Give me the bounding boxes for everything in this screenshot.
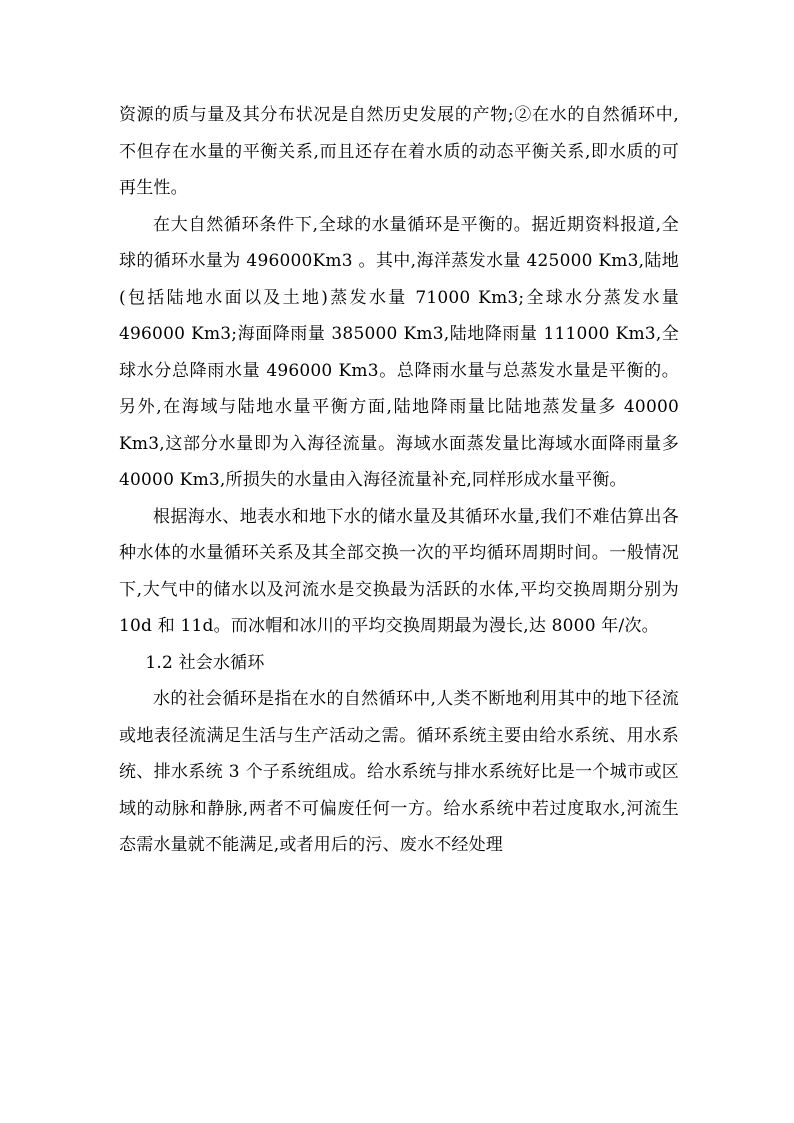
paragraph-continuation: 资源的质与量及其分布状况是自然历史发展的产物;②在水的自然循环中,不但存在水量的平衡关系,而且还存在着水质的动态平衡关系,即水质的可再生性。: [119, 105, 679, 198]
paragraph-global-water-balance: 在大自然循环条件下,全球的水量循环是平衡的。据近期资料报道,全球的循环水量为 496000Km3 。其中,海洋蒸发水量 425000 Km3,陆地(包括陆地水面以及土地)蒸发水量 71000 Km3;全球水分蒸发水量 496000 Km3;海面降雨量 385000 Km3,陆地降雨量 111000 Km3,全球水分总降雨水量 496000 Km3。总降雨水量与总蒸发水量是平衡的。另外,在海域与陆地水量平衡方面,陆地降雨量比陆地蒸发量多 40000 Km3,这部分水量即为入海径流量。海域水面蒸发量比海域水面降雨量多 40000 Km3,所损失的水量由入海径流量补充,同样形成水量平衡。: [119, 214, 679, 490]
paragraph-circulation-period: 根据海水、地表水和地下水的储水量及其循环水量,我们不难估算出各种水体的水量循环关系及其全部交换一次的平均循环周期时间。一般情况下,大气中的储水以及河流水是交换最为活跃的水体,平均交换周期分别为10d 和 11d。而冰帽和冰川的平均交换周期最为漫长,达 8000 年/次。: [119, 506, 679, 636]
section-heading: 1.2 社会水循环: [145, 652, 265, 673]
document-body: [119, 97, 679, 864]
paragraph-social-water-cycle: 水的社会循环是指在水的自然循环中,人类不断地利用其中的地下径流或地表径流满足生活与生产活动之需。循环系统主要由给水系统、用水系统、排水系统 3 个子系统组成。给水系统与排水系统好比是一个城市或区域的动脉和静脉,两者不可偏废任何一方。给水系统中若过度取水,河流生态需水量就不能满足,或者用后的污、废水不经处理: [119, 689, 679, 855]
